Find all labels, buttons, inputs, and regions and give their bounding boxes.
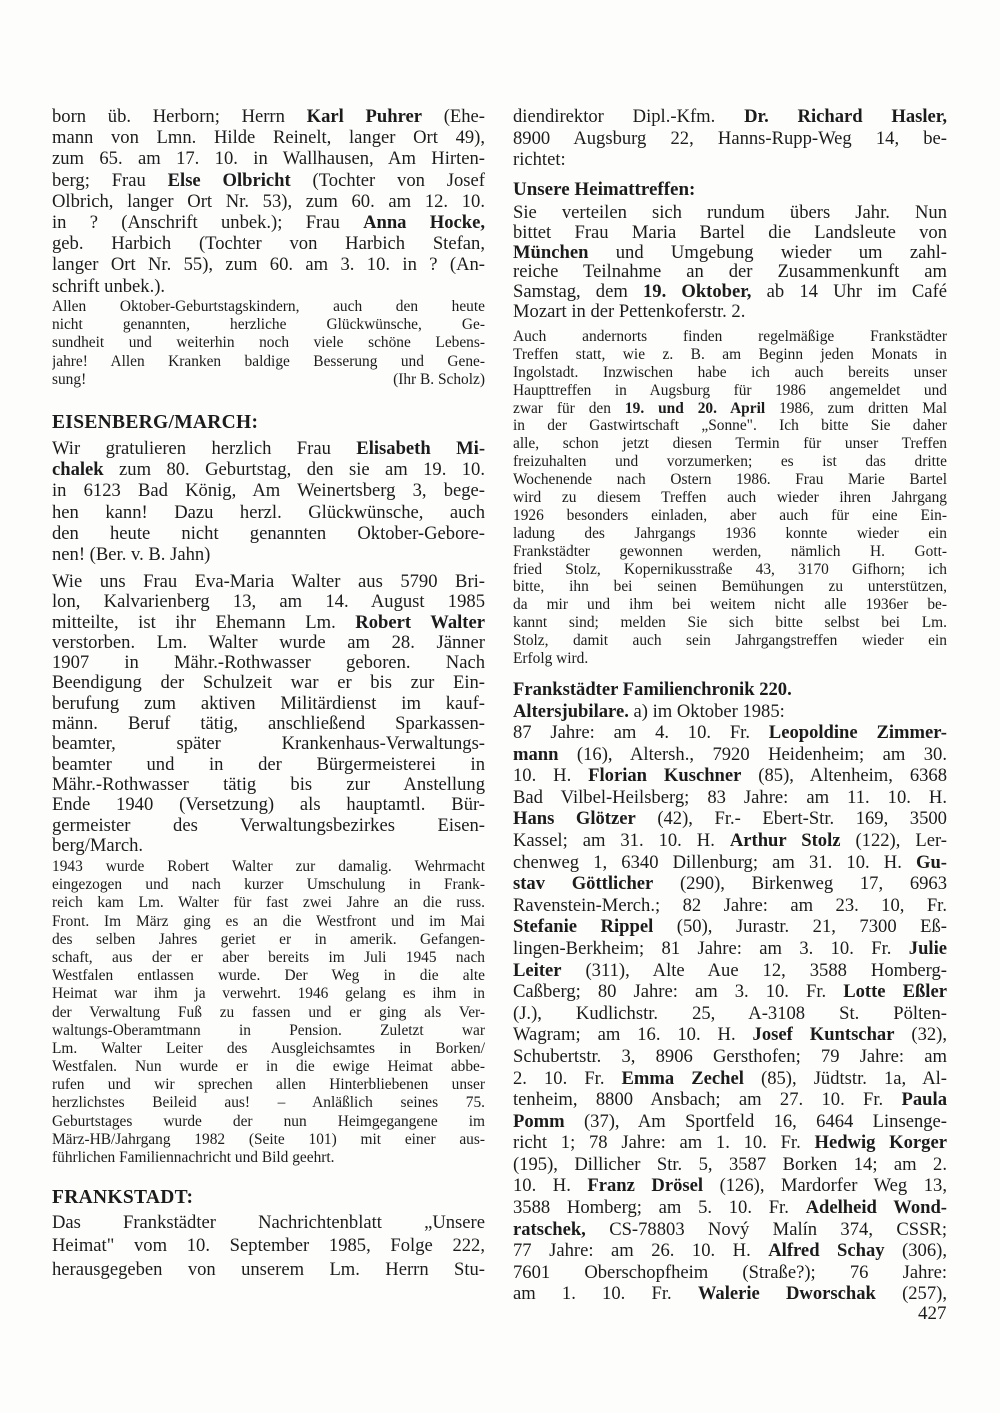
text-line [513, 1175, 947, 1197]
text-segment: Ravenstein-Merch.; 82 Jahre: am 23. 10, Fr. [513, 894, 947, 916]
bold-name: Pomm [513, 1110, 565, 1132]
text-segment: richt 1; 78 Jahre: am 1. 10. Fr. [513, 1132, 815, 1154]
text-segment: der Verwaltung Fuß zu fassen und er ging als Ver- [52, 1003, 485, 1021]
text-segment: nicht genannten, herzliche Glückwünsche, Ge- [52, 316, 485, 334]
text-line [513, 808, 947, 830]
text-segment: germeister des Verwaltungsbezirkes Eisen- [52, 815, 485, 836]
text-line [513, 679, 947, 701]
bold-name: Gu- [916, 851, 947, 873]
text-line [513, 650, 947, 668]
bold-name: Altersjubilare. [513, 700, 629, 722]
text-segment: Ingolstadt. Inzwischen habe ich auch bereits unser [513, 363, 947, 381]
text-segment: den heute nicht genannten Oktober-Gebore- [52, 522, 485, 544]
text-segment: a) im Oktober 1985: [628, 700, 785, 722]
text-segment: Sie verteilen sich rundum übers Jahr. Nun [513, 203, 947, 223]
text-segment: zwar für den [513, 399, 625, 417]
bold-name: Dr. Richard Hasler, [744, 106, 947, 127]
text-line [52, 1149, 485, 1167]
text-line [513, 1068, 947, 1090]
text-segment: 2. 10. Fr. [513, 1067, 622, 1089]
text-segment: (42), Fr.- Ebert-Str. 169, 3500 [635, 808, 947, 830]
text-line [513, 149, 947, 171]
text-segment: CS-78803 Nový Malín 374, CSSR; [585, 1218, 947, 1240]
text-segment: in ? (Anschrift unbek.); Frau [52, 211, 364, 233]
text-line [52, 1004, 485, 1022]
paragraph-congratulations [52, 438, 485, 565]
text-segment: Caßberg; 80 Jahre: am 3. 10. Fr. [513, 981, 844, 1003]
text-segment: (85), Altenheim, 6368 [741, 765, 947, 787]
text-segment: (85), Jüdtstr. 1a, Al- [743, 1067, 947, 1089]
text-line [513, 722, 947, 744]
text-line [52, 438, 485, 459]
text-line [513, 1111, 947, 1133]
text-segment: in 6123 Bad König, Am Weinertsberg 3, bege- [52, 480, 485, 502]
signature: (Ihr B. Scholz) [393, 370, 485, 388]
text-line [52, 170, 485, 191]
text-segment: Wochenende nach Ostern 1986. Frau Marie Bartel [513, 471, 947, 489]
paragraph-birthdays-continued [52, 106, 485, 297]
text-line [513, 453, 947, 471]
text-line [513, 525, 947, 543]
text-line [513, 830, 947, 852]
text-segment: Wagram; am 16. 10. H. [513, 1024, 753, 1046]
text-segment: Treffen statt, wie z. B. am Beginn jeden Monats in [513, 345, 947, 363]
text-line [52, 254, 485, 275]
text-line [52, 734, 485, 754]
bold-name: 19. Oktober, [642, 282, 752, 302]
text-segment: Wie uns Frau Eva-Maria Walter aus 5790 Bri- [52, 572, 485, 592]
text-line [52, 653, 485, 673]
text-segment: März-HB/Jahrgang 1982 (Seite 101) mit einer aus- [52, 1130, 485, 1148]
text-segment: Auch andernorts finden regelmäßige Frankstädter [513, 328, 947, 345]
text-segment: bitte, ihn bei seinen Bemühungen zu unterstützen, [513, 578, 947, 596]
paragraph-age-jubilees [513, 722, 947, 1305]
text-segment: langer Ort Nr. 55), zum 60. am 3. 10. in ? (An- [52, 254, 485, 276]
text-segment: mann von Lmn. Hilde Reinelt, langer Ort 49), [52, 127, 485, 149]
text-line [52, 592, 485, 612]
text-line [52, 967, 485, 985]
text-line [513, 1262, 947, 1284]
text-segment: 8900 Augsburg 22, Hanns-Rupp-Weg 14, be- [513, 127, 947, 149]
text-line [513, 1003, 947, 1025]
text-line [52, 894, 485, 912]
text-segment: (Tochter von Josef [290, 169, 485, 191]
text-line [513, 1046, 947, 1068]
text-line [52, 148, 485, 169]
bold-name: chalek [52, 459, 104, 481]
text-segment: 10. H. [513, 1175, 588, 1197]
section-heading-family-chronicle [513, 679, 947, 722]
text-line [513, 471, 947, 489]
text-segment: (37), Am Sportfeld 16, 6464 Linsenge- [564, 1110, 947, 1132]
text-line [513, 128, 947, 150]
text-line [52, 613, 485, 633]
text-segment: mitteilte, ist ihr Ehemann Lm. [52, 612, 356, 633]
text-line [52, 913, 485, 931]
section-heading-heimattreffen: Unsere Heimattreffen: [513, 179, 696, 200]
bold-name: Leiter [513, 959, 562, 981]
text-segment: Heimat" vom 10. September 1985, Folge 222, [52, 1235, 485, 1257]
text-segment: (32), [894, 1024, 947, 1046]
text-segment: herzlichstes Beileid aus! – Anläßlich seines 75. [52, 1094, 485, 1112]
text-segment: Erfolg wird. [513, 650, 589, 668]
text-segment: und Umgebung wieder um zahl- [588, 242, 947, 263]
bold-name: Leopoldine Zimmer- [768, 722, 947, 743]
text-line [513, 1132, 947, 1154]
text-segment: beamter, später Krankenhaus-Verwaltungs- [52, 734, 485, 755]
text-line [52, 755, 485, 775]
bold-name: Hans Glötzer [513, 808, 636, 830]
section-heading-eisenberg-march: EISENBERG/MARCH: [52, 412, 259, 433]
text-line [52, 931, 485, 949]
text-segment: 7601 Oberschopfheim (Straße?); 76 Jahre: [513, 1261, 947, 1283]
text-segment: Lm. Walter Leiter des Ausgleichsamtes in Borken/ [52, 1039, 485, 1057]
text-segment: Olbrich, langer Ort Nr. 53), zum 60. am 12. 10. [52, 190, 485, 212]
text-segment: hen kann! Dazu herzl. Glückwünsche, auch [52, 501, 485, 523]
text-segment: 10. H. [513, 765, 589, 787]
text-line [52, 1040, 485, 1058]
text-segment: Bad Vilbel-Heilsberg; 83 Jahre: am 11. 10. H. [513, 786, 947, 808]
text-line [513, 364, 947, 382]
text-segment: Samstag, dem [513, 282, 643, 302]
paragraph-birthday-wishes [52, 298, 485, 389]
bold-name: Adelheid Wond- [805, 1197, 947, 1219]
text-line [513, 400, 947, 418]
text-segment: zum 80. Geburtstag, den sie am 19. 10. [103, 459, 485, 481]
text-segment: (J.), Kudlichstr. 25, A-3108 St. Pölten- [513, 1002, 947, 1024]
text-line [52, 233, 485, 254]
paragraph-meetings [513, 203, 947, 322]
text-segment: 77 Jahre: am 26. 10. H. [513, 1240, 769, 1262]
text-line [513, 873, 947, 895]
text-segment: Heimat war ihm ja verwehrt. 1946 gelang es ihm in [52, 985, 485, 1003]
text-line [52, 316, 485, 334]
text-segment: ab 14 Uhr im Café [751, 282, 947, 302]
text-line [513, 1197, 947, 1219]
text-line [52, 1058, 485, 1076]
bold-name: Stefanie Rippel [513, 916, 654, 938]
text-segment: (306), [884, 1240, 947, 1262]
text-segment: Mozart in der Pettenkoferstr. 2. [513, 301, 746, 322]
text-line [52, 673, 485, 693]
text-segment: reich kam Lm. Walter für fast zwei Jahre an die russ. [52, 894, 485, 912]
text-line [513, 1219, 947, 1241]
text-line [52, 1076, 485, 1094]
text-line [52, 1094, 485, 1112]
text-line [52, 212, 485, 233]
text-segment: Allen Oktober-Geburtstagskindern, auch den heute [52, 298, 485, 315]
text-segment: zum 65. am 17. 10. in Wallhausen, Am Hirten- [52, 148, 485, 170]
text-segment: Mähr.-Rothwasser tätig bis zur Anstellung [52, 774, 485, 795]
paragraph-obituary-details [52, 858, 485, 1167]
text-segment: lon, Kalvarienberg 13, am 14. August 1985 [52, 592, 485, 613]
text-segment: am 1. 10. Fr. [513, 1283, 698, 1305]
text-segment: verstorben. Lm. Walter wurde am 28. Jänner [52, 632, 485, 653]
bold-name: Else Olbricht [167, 169, 291, 191]
text-segment: berg/March. [52, 835, 144, 856]
text-segment: Beendigung der Schulzeit war er bis zur Ein- [52, 673, 485, 694]
text-line [513, 596, 947, 614]
text-line [52, 775, 485, 795]
text-segment: Westfalen entlassen wurde. Der Weg in die alte [52, 967, 485, 985]
text-segment: ladung des Jahrgangs 1936 konnte wieder ein [513, 524, 947, 542]
text-line [513, 916, 947, 938]
bold-name: Franz Drösel [587, 1175, 704, 1197]
text-line [52, 1211, 485, 1234]
paragraph-report-intro [513, 106, 947, 171]
bold-name: Julie [908, 937, 947, 959]
text-segment: berg; Frau [52, 169, 168, 191]
text-segment: wird zu diesem Treffen auch wieder ihren Jahrgang [513, 489, 947, 507]
bold-name: mann [513, 743, 559, 765]
text-segment: Westfalen. Nun wurde er in die ewige Heimat abbe- [52, 1058, 485, 1076]
text-line [52, 353, 485, 371]
bold-name: Lotte Eßler [843, 981, 947, 1003]
bold-name: Karl Puhrer [306, 106, 422, 127]
text-line [513, 507, 947, 525]
text-segment: waltungs-Oberamtmann in Pension. Zuletzt war [52, 1021, 485, 1039]
bold-name: München [513, 242, 589, 263]
text-segment: nen! (Ber. v. B. Jahn) [52, 543, 211, 565]
text-line [52, 1131, 485, 1149]
text-line [513, 262, 947, 282]
text-line [52, 694, 485, 714]
bold-name: 19. und 20. April [624, 399, 766, 417]
text-segment: sung! [52, 370, 87, 388]
text-line [513, 1283, 947, 1305]
text-segment: schaft, aus der er aber bereits im Juli 1945 nach [52, 948, 485, 966]
text-line [52, 371, 485, 389]
bold-name: Elisabeth Mi- [356, 438, 485, 459]
text-line [52, 949, 485, 967]
text-segment: freizuhalten und vorzumerken; es ist das dritte [513, 453, 947, 471]
text-segment: Schubertstr. 3, 8906 Gersthofen; 79 Jahre: am [513, 1045, 947, 1067]
text-segment: 1943 wurde Robert Walter zur damalig. Wehrmacht [52, 858, 485, 875]
text-segment: herausgegeben von unserem Lm. Herrn Stu- [52, 1258, 485, 1280]
bold-name: stav Göttlicher [513, 873, 654, 895]
text-line [513, 282, 947, 302]
text-line [52, 459, 485, 480]
text-segment: 1926 besonders einladen, aber auch für eine Ein- [513, 506, 947, 524]
text-segment: (290), Birkenweg 17, 6963 [653, 873, 947, 895]
text-line [52, 480, 485, 501]
paragraph-main-meeting [513, 328, 947, 668]
text-segment: (50), Jurastr. 21, 7300 Eß- [653, 916, 947, 938]
text-segment: (257), [875, 1283, 947, 1305]
text-line [513, 328, 947, 346]
text-segment: männ. Beruf tätig, anschließend Sparkassen- [52, 714, 485, 735]
text-segment: geb. Harbich (Tochter von Harbich Stefan, [52, 233, 485, 255]
text-segment: Frankstädter gewonnen werden, nämlich H. Gott- [513, 542, 947, 560]
text-line [513, 382, 947, 400]
text-segment: Ende 1940 (Versetzung) als hauptamtl. Bür- [52, 795, 485, 816]
text-line [513, 1024, 947, 1046]
text-line [52, 127, 485, 148]
text-line [513, 578, 947, 596]
text-line [513, 852, 947, 874]
text-segment: sundheit und weiterhin noch viele schöne Lebens- [52, 334, 485, 352]
text-line [52, 1022, 485, 1040]
text-segment: da mir und ihm bei weitem nicht alle 1936er be- [513, 596, 947, 614]
text-segment: rufen und wir sprechen allen Hinterbliebenen unser [52, 1076, 485, 1094]
text-line [52, 106, 485, 127]
text-line [513, 243, 947, 263]
text-line [513, 744, 947, 766]
text-line [513, 223, 947, 243]
text-line [513, 417, 947, 435]
text-segment: schrift unbek.). [52, 275, 166, 297]
text-line [513, 1089, 947, 1111]
bold-name: Paula [901, 1089, 947, 1111]
text-segment: (126), Mardorfer Weg 13, [703, 1175, 947, 1197]
text-line [52, 572, 485, 592]
text-segment: born üb. Herborn; Herrn [52, 106, 307, 127]
text-line [52, 836, 485, 856]
bold-name: Arthur Stolz [729, 829, 841, 851]
text-line [52, 795, 485, 815]
text-segment: Geburtstages wurde der nun Heimgegangene im [52, 1112, 485, 1130]
text-line [513, 701, 947, 723]
text-line [513, 981, 947, 1003]
text-line [52, 985, 485, 1003]
text-segment: führlichen Familiennachricht und Bild geehrt. [52, 1149, 335, 1166]
text-line [52, 298, 485, 316]
bold-name: Walerie Dworschak [697, 1283, 876, 1305]
text-segment: Das Frankstädter Nachrichtenblatt „Unsere [52, 1212, 485, 1233]
text-segment: des selben Jahres geriet er in amerik. Gefangen- [52, 930, 485, 948]
text-line [513, 346, 947, 364]
text-segment: (195), Dillicher Str. 5, 3587 Borken 14; am 2. [513, 1153, 947, 1175]
text-segment: (16), Altersh., 7920 Heidenheim; am 30. [558, 743, 947, 765]
text-segment: 3588 Homberg; am 5. 10. Fr. [513, 1197, 806, 1219]
text-line [52, 1113, 485, 1131]
text-line [52, 714, 485, 734]
text-segment: chenweg 1, 6340 Dillenburg; am 31. 10. H. [513, 851, 916, 873]
text-segment: richtet: [513, 149, 566, 171]
text-segment: reiche Teilnahme an der Zusammenkunft am [513, 262, 947, 283]
text-segment: (122), Ler- [840, 829, 947, 851]
text-line [513, 614, 947, 632]
text-line [52, 276, 485, 297]
bold-name: Josef Kuntschar [752, 1024, 895, 1046]
text-line [52, 816, 485, 836]
text-line [52, 1234, 485, 1257]
text-segment: berufung zum aktiven Militärdienst im kauf- [52, 693, 485, 714]
text-line [513, 1240, 947, 1262]
text-segment: alle, schon jetzt diesen Termin für unser Treffen [513, 435, 947, 453]
text-line [513, 765, 947, 787]
bold-name: Anna Hocke, [363, 211, 485, 233]
bold-name: Emma Zechel [621, 1067, 744, 1089]
bold-name: ratschek, [513, 1218, 586, 1240]
text-segment: Wir gratulieren herzlich Frau [52, 438, 357, 459]
text-segment: (311), Alte Aue 12, 3588 Homberg- [561, 959, 947, 981]
bold-name: Frankstädter Familienchronik 220. [513, 679, 792, 700]
text-segment: 87 Jahre: am 4. 10. Fr. [513, 722, 769, 743]
bold-name: Robert Walter [355, 612, 485, 633]
text-segment: jahre! Allen Kranken baldige Besserung und Gene- [52, 352, 485, 370]
text-segment: Haupttreffen in Augsburg für 1986 angemeldet und [513, 381, 947, 399]
text-segment: lingen-Berkheim; 81 Jahre: am 3. 10. Fr. [513, 937, 909, 959]
text-segment: (Ehe- [422, 106, 485, 127]
text-segment: beamter und in der Bürgermeisterei in [52, 754, 485, 775]
text-segment: tenheim, 8800 Ansbach; am 27. 10. Fr. [513, 1089, 902, 1111]
text-segment: bittet Frau Maria Bartel die Landsleute von [513, 222, 947, 243]
text-line [513, 543, 947, 561]
paragraph-newsletter [52, 1211, 485, 1281]
text-line [513, 489, 947, 507]
text-line [52, 633, 485, 653]
text-line [513, 203, 947, 223]
text-line [52, 502, 485, 523]
text-line [52, 523, 485, 544]
bold-name: Hedwig Korger [814, 1132, 947, 1154]
text-line [52, 544, 485, 565]
text-segment: 1907 in Mähr.-Rothwasser geboren. Nach [52, 653, 485, 674]
text-line [513, 895, 947, 917]
text-segment: eingezogen und nach kurzer Umschulung in Frank- [52, 876, 485, 894]
text-line [52, 858, 485, 876]
section-heading-frankstadt: FRANKSTADT: [52, 1187, 194, 1208]
text-line [513, 938, 947, 960]
text-line [513, 302, 947, 322]
text-segment: diendirektor Dipl.-Kfm. [513, 106, 745, 127]
text-line [52, 191, 485, 212]
bold-name: Florian Kuschner [588, 765, 742, 787]
text-line [52, 876, 485, 894]
page-number: 427 [918, 1303, 947, 1324]
text-line [52, 334, 485, 352]
text-segment: Stolz, damit auch sein Jahrgangstreffen wieder ein [513, 632, 947, 650]
text-line [513, 106, 947, 128]
text-segment: in der Gastwirtschaft „Sonne". Ich bitte Sie daher [513, 417, 947, 435]
text-line [513, 960, 947, 982]
text-line [52, 1258, 485, 1281]
text-line [513, 787, 947, 809]
text-segment: Kassel; am 31. 10. H. [513, 829, 730, 851]
text-segment: 1986, zum dritten Mal [765, 399, 947, 417]
text-segment: fried Stolz, Kopernikusstraße 43, 3170 Gifhorn; ich [513, 560, 947, 578]
text-segment: Front. Im März ging es an die Westfront und im Mai [52, 912, 485, 930]
bold-name: Alfred Schay [768, 1240, 885, 1262]
paragraph-obituary [52, 572, 485, 856]
text-segment: kannt sind; melden Sie sich bitte selbst bei Lm. [513, 614, 947, 632]
text-line [513, 561, 947, 579]
text-line [513, 632, 947, 650]
text-line [513, 1154, 947, 1176]
text-line [513, 435, 947, 453]
